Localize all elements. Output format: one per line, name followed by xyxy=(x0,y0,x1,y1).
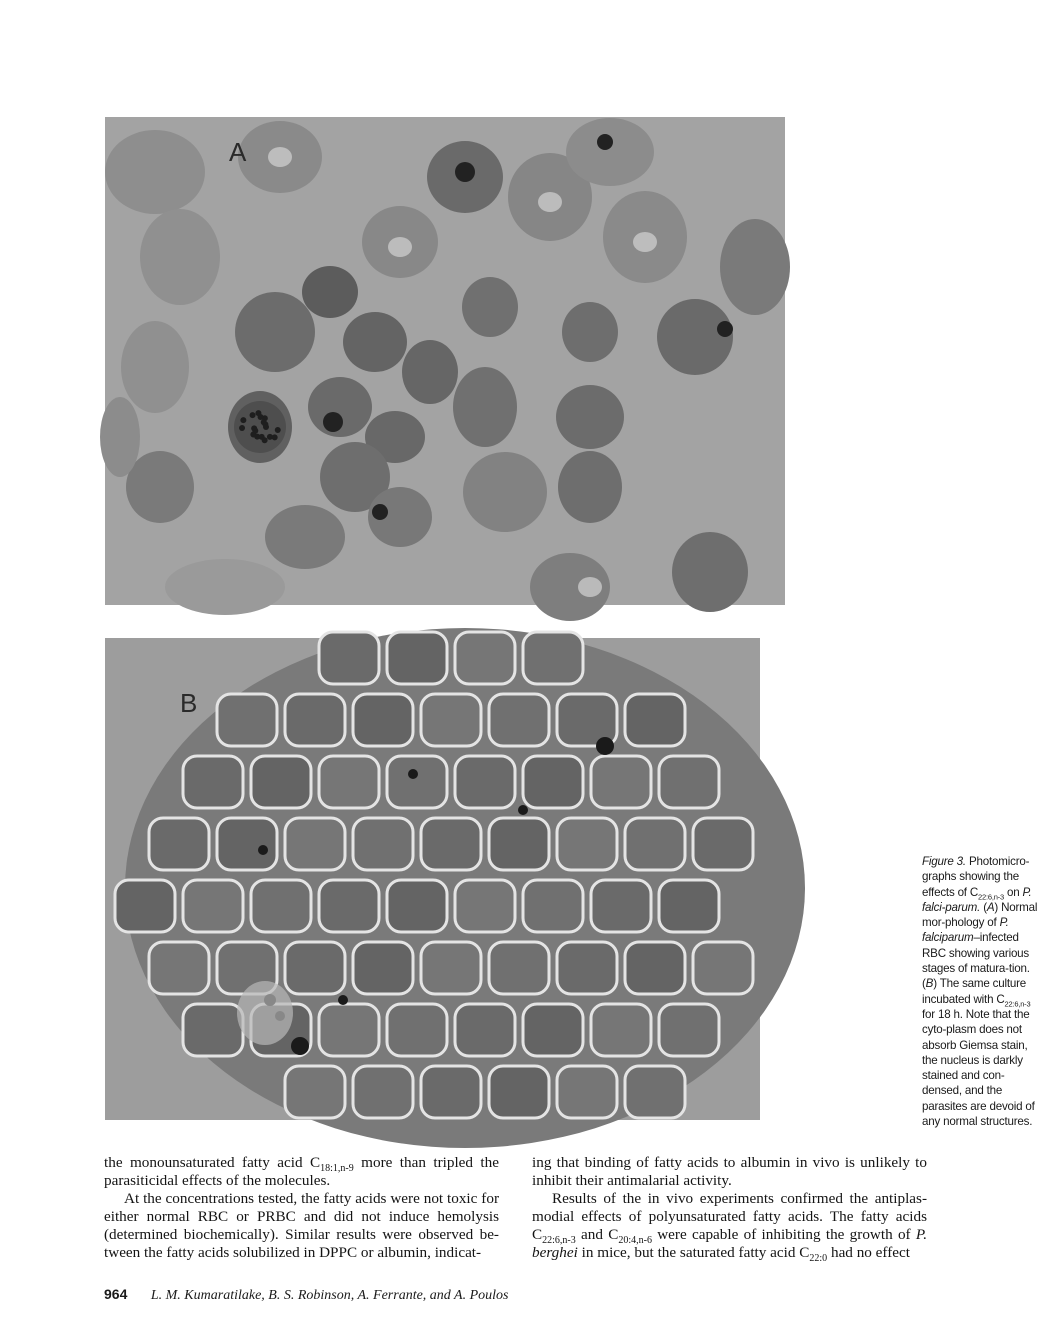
red-blood-cell xyxy=(657,299,733,375)
red-blood-cell xyxy=(557,818,617,870)
red-blood-cell xyxy=(455,756,515,808)
condensed-nucleus xyxy=(291,1037,309,1055)
condensed-nucleus xyxy=(258,845,268,855)
body-column-left xyxy=(104,1154,499,1262)
condensed-nucleus xyxy=(596,737,614,755)
red-blood-cell xyxy=(462,277,518,337)
red-blood-cell xyxy=(489,694,549,746)
red-blood-cell xyxy=(183,880,243,932)
red-blood-cell xyxy=(453,367,517,447)
red-blood-cell xyxy=(659,756,719,808)
red-blood-cell xyxy=(421,1066,481,1118)
red-blood-cell xyxy=(421,818,481,870)
figure-caption: Figure 3. Photomicro-graphs showing the effects of $C_{22:6,n-3}$ on P. falci-parum. (A) Normal mor-phology of P. falciparum–infected RBC showing various stages of matura-tion. (B) The same culture incubated with $C_{22:6,n-3}$ for 18 h. Note that the cyto-plasm does not absorb Giemsa stain, the nucleus is darkly stained and con-densed, and the parasites are devoid of any normal structures. xyxy=(922,855,1038,1129)
paragraph: the monounsaturated fatty acid $C_{18:1,n-9}$ more than tripled the parasiticidal effects of the molecules. xyxy=(104,1154,499,1189)
red-blood-cell xyxy=(319,1004,379,1056)
red-blood-cell xyxy=(149,942,209,994)
footer-authors: L. M. Kumaratilake, B. S. Robinson, A. Ferrante, and A. Poulos xyxy=(150,1288,509,1303)
panel-b-letter: B xyxy=(180,688,198,718)
red-blood-cell xyxy=(285,818,345,870)
red-blood-cell xyxy=(455,880,515,932)
body-column-right xyxy=(532,1154,928,1265)
red-blood-cell xyxy=(659,1004,719,1056)
paragraph: ing that binding of fatty acids to albumin in vivo is unlikely to inhibit their antimalarial activity. xyxy=(532,1154,927,1189)
micrograph-a xyxy=(105,117,785,605)
red-blood-cell xyxy=(387,880,447,932)
red-blood-cell xyxy=(489,1066,549,1118)
figure-panel-a xyxy=(105,117,785,605)
red-blood-cell xyxy=(121,321,189,413)
condensed-nucleus xyxy=(338,995,348,1005)
red-blood-cell xyxy=(672,532,748,612)
red-blood-cell xyxy=(183,1004,243,1056)
red-blood-cell xyxy=(149,818,209,870)
red-blood-cell xyxy=(140,209,220,305)
red-blood-cell xyxy=(625,818,685,870)
red-blood-cell xyxy=(251,756,311,808)
red-blood-cell xyxy=(387,756,447,808)
red-blood-cell xyxy=(693,942,753,994)
red-blood-cell xyxy=(100,397,140,477)
parasite-mark xyxy=(717,321,733,337)
red-blood-cell xyxy=(285,942,345,994)
red-blood-cell xyxy=(105,130,205,214)
parasite-mark xyxy=(455,162,475,182)
red-blood-cell xyxy=(402,340,458,404)
condensed-nucleus xyxy=(408,769,418,779)
parasite-mark xyxy=(323,412,343,432)
red-blood-cell xyxy=(217,694,277,746)
red-blood-cell xyxy=(625,942,685,994)
red-blood-cell xyxy=(489,942,549,994)
parasite-mark xyxy=(372,504,388,520)
red-blood-cell xyxy=(319,880,379,932)
red-blood-cell xyxy=(562,302,618,362)
red-blood-cell xyxy=(659,880,719,932)
red-blood-cell xyxy=(523,756,583,808)
condensed-nucleus xyxy=(518,805,528,815)
red-blood-cell xyxy=(387,632,447,684)
micrograph-b xyxy=(105,638,760,1120)
red-blood-cell xyxy=(557,1066,617,1118)
red-blood-cell xyxy=(353,942,413,994)
red-blood-cell xyxy=(591,756,651,808)
red-blood-cell xyxy=(523,632,583,684)
red-blood-cell xyxy=(183,756,243,808)
red-blood-cell xyxy=(353,1066,413,1118)
red-blood-cell xyxy=(319,756,379,808)
parasite-mark xyxy=(597,134,613,150)
red-blood-cell xyxy=(353,818,413,870)
red-blood-cell xyxy=(625,1066,685,1118)
red-blood-cell xyxy=(591,880,651,932)
panel-a-letter: A xyxy=(229,137,247,167)
red-blood-cell xyxy=(421,942,481,994)
red-blood-cell xyxy=(285,1066,345,1118)
red-blood-cell xyxy=(165,559,285,615)
red-blood-cell xyxy=(265,505,345,569)
red-blood-cell xyxy=(455,632,515,684)
red-blood-cell xyxy=(126,451,194,523)
red-blood-cell xyxy=(421,694,481,746)
page-footer xyxy=(104,1286,509,1304)
paragraph: Results of the in vivo experiments confirmed the antiplas-modial effects of polyunsaturated fatty acids. The fatty acids $C_{22:6,n-3}$ and $C_{20:4,n-6}$ were capable of inhibiting the growth of P. berghei in mice, but the saturated fatty acid $C_{22:0}$ had no effect xyxy=(532,1190,928,1265)
red-blood-cell xyxy=(557,942,617,994)
red-blood-cell xyxy=(566,118,654,186)
red-blood-cell xyxy=(693,818,753,870)
red-blood-cell xyxy=(285,694,345,746)
red-blood-cell xyxy=(455,1004,515,1056)
red-blood-cell xyxy=(489,818,549,870)
red-blood-cell xyxy=(251,880,311,932)
red-blood-cell xyxy=(387,1004,447,1056)
red-blood-cell xyxy=(302,266,358,318)
red-blood-cell xyxy=(217,818,277,870)
red-blood-cell xyxy=(235,292,315,372)
red-blood-cell xyxy=(720,219,790,315)
red-blood-cell xyxy=(463,452,547,532)
red-blood-cell xyxy=(523,880,583,932)
figure-panel-b xyxy=(105,638,760,1120)
red-blood-cell xyxy=(353,694,413,746)
paragraph: At the concentrations tested, the fatty acids were not toxic for either normal RBC or PRBC and did not induce hemolysis (determined biochemically). Similar results were observed be-tween the fatty acids solubilized in DPPC or albumin, indicat- xyxy=(104,1190,499,1261)
page-number: 964 xyxy=(104,1286,128,1302)
red-blood-cell xyxy=(591,1004,651,1056)
red-blood-cell xyxy=(523,1004,583,1056)
red-blood-cell xyxy=(115,880,175,932)
red-blood-cell xyxy=(625,694,685,746)
red-blood-cell xyxy=(558,451,622,523)
red-blood-cell xyxy=(319,632,379,684)
red-blood-cell xyxy=(556,385,624,449)
red-blood-cell xyxy=(343,312,407,372)
